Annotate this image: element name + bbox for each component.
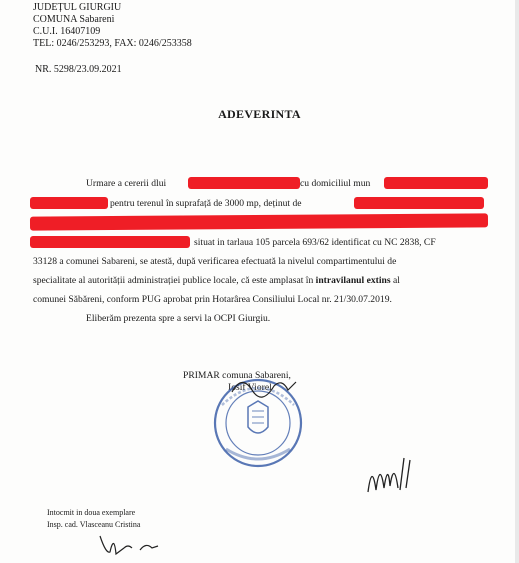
redaction-city bbox=[384, 177, 488, 189]
body-line-2: pentru terenul în suprafață de 3000 mp, deținut de bbox=[110, 198, 302, 209]
redaction-owner-cont bbox=[30, 236, 190, 248]
mayor-name: Iosif Viorel bbox=[228, 382, 272, 393]
body-line-4: situat in tarlaua 105 parcela 693/62 identificat cu NC 2838, CF bbox=[194, 237, 436, 248]
mayor-signature bbox=[222, 372, 312, 412]
redaction-line bbox=[30, 213, 488, 230]
secretary-signature bbox=[360, 452, 415, 497]
body-line-1a: Urmare a cererii dlui bbox=[86, 178, 167, 189]
header-contact: TEL: 0246/253293, FAX: 0246/253358 bbox=[33, 38, 192, 49]
body-line-6: specialitate al autorității administrației publice locale, că este amplasat în intravilanul extins al bbox=[33, 275, 400, 286]
footer-inspector: Insp. cad. Vlasceanu Cristina bbox=[47, 520, 141, 529]
registration-number: NR. 5298/23.09.2021 bbox=[35, 64, 122, 75]
redaction-address bbox=[30, 197, 108, 209]
redaction-owner bbox=[354, 197, 484, 209]
header-county: JUDEȚUL GIURGIU bbox=[33, 2, 122, 13]
footer-copies: Intocmit in doua exemplare bbox=[47, 508, 136, 517]
body-line-7: comunei Săbăreni, conform PUG aprobat prin Hotarârea Consiliului Local nr. 21/30.07.2019. bbox=[33, 294, 392, 305]
body-line-1b: cu domiciliul mun bbox=[300, 178, 371, 189]
page-edge bbox=[515, 0, 519, 563]
mayor-title: PRIMAR comuna Sabareni, bbox=[183, 370, 291, 381]
redaction-name bbox=[188, 177, 300, 189]
document-title: ADEVERINTA bbox=[218, 107, 301, 121]
inspector-signature bbox=[96, 528, 166, 558]
header-cui: C.U.I. 16407109 bbox=[33, 26, 101, 37]
header-commune: COMUNA Sabareni bbox=[33, 14, 115, 25]
body-line-5: 33128 a comunei Sabareni, se atestă, după verificarea efectuată la nivelul compartimentului de bbox=[33, 256, 397, 267]
body-line-8: Eliberăm prezenta spre a servi la OCPI Giurgiu. bbox=[86, 313, 271, 324]
